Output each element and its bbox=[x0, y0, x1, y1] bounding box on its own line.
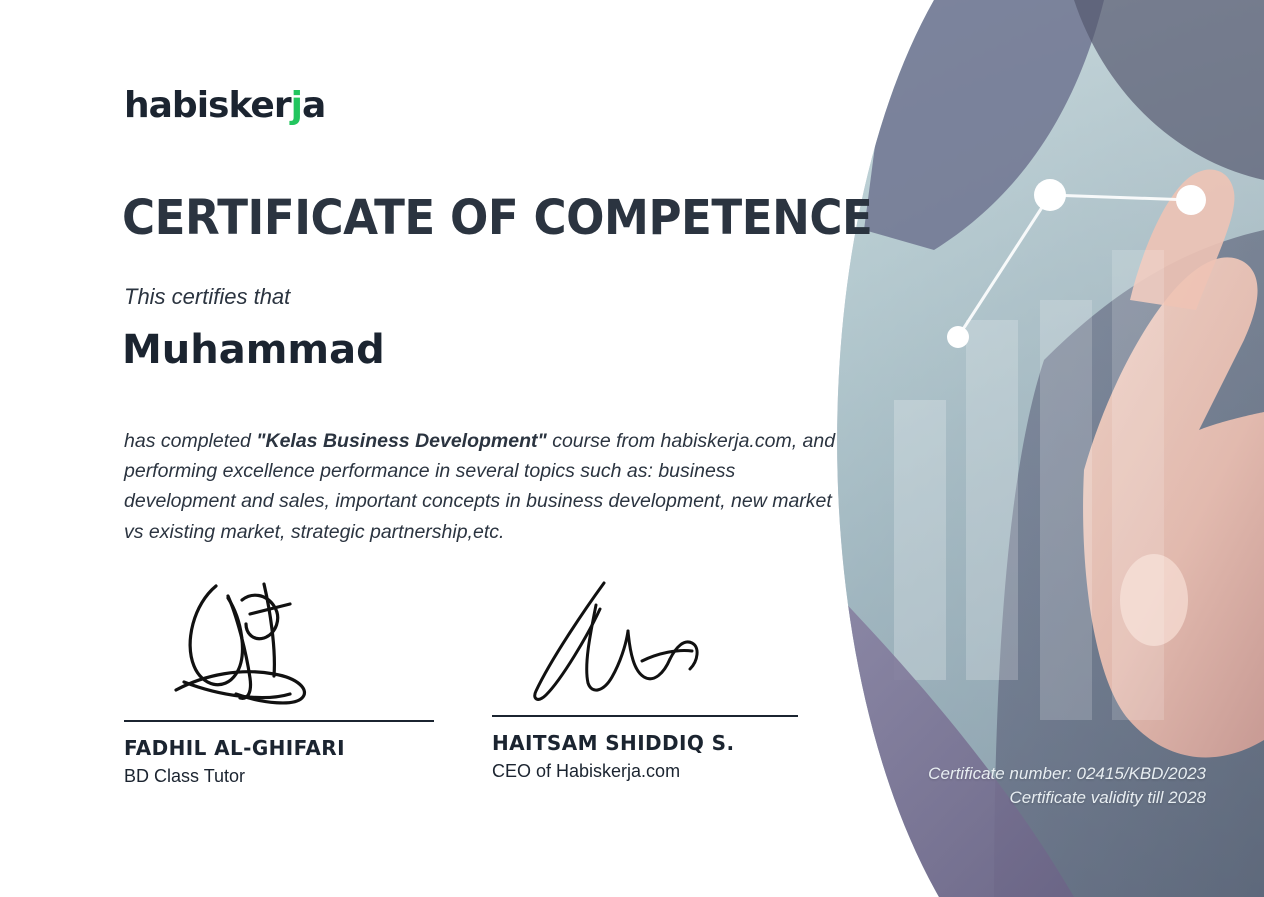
certifies-line: This certifies that bbox=[124, 284, 291, 309]
certificate-number: Certificate number: 02415/KBD/2023 bbox=[928, 763, 1206, 783]
signature-name-ceo: HAITSAM SHIDDIQ S. bbox=[492, 731, 735, 755]
certificate-validity: Certificate validity till 2028 bbox=[1009, 788, 1206, 808]
signature-role-tutor: BD Class Tutor bbox=[124, 766, 246, 786]
body-suffix: course from habiskerja.com, and performing excellence performance in several topics such as: business development and sales, important concepts in business development, new market vs existing market, strategic partnership,etc. bbox=[124, 430, 836, 543]
signature-name-tutor: FADHIL AL-GHIFARI bbox=[124, 736, 345, 760]
course-name: "Kelas Business Development" bbox=[256, 430, 547, 452]
habiskerja-logo bbox=[124, 85, 326, 126]
signature-mark-ceo bbox=[492, 565, 822, 715]
signature-role-ceo: CEO of Habiskerja.com bbox=[492, 761, 681, 781]
signature-block-tutor bbox=[124, 570, 454, 787]
recipient-name: Muhammad bbox=[122, 327, 385, 373]
signature-mark-tutor bbox=[124, 570, 454, 720]
certificate-title: CERTIFICATE OF COMPETENCE bbox=[122, 190, 873, 246]
logo-text: habiskerja bbox=[124, 85, 326, 126]
signature-block-ceo bbox=[492, 565, 822, 782]
certificate-meta bbox=[928, 762, 1206, 811]
signature-rule-ceo bbox=[492, 715, 798, 717]
certificate-body bbox=[124, 426, 844, 547]
signature-rule-tutor bbox=[124, 720, 434, 722]
body-prefix: has completed bbox=[124, 430, 251, 452]
